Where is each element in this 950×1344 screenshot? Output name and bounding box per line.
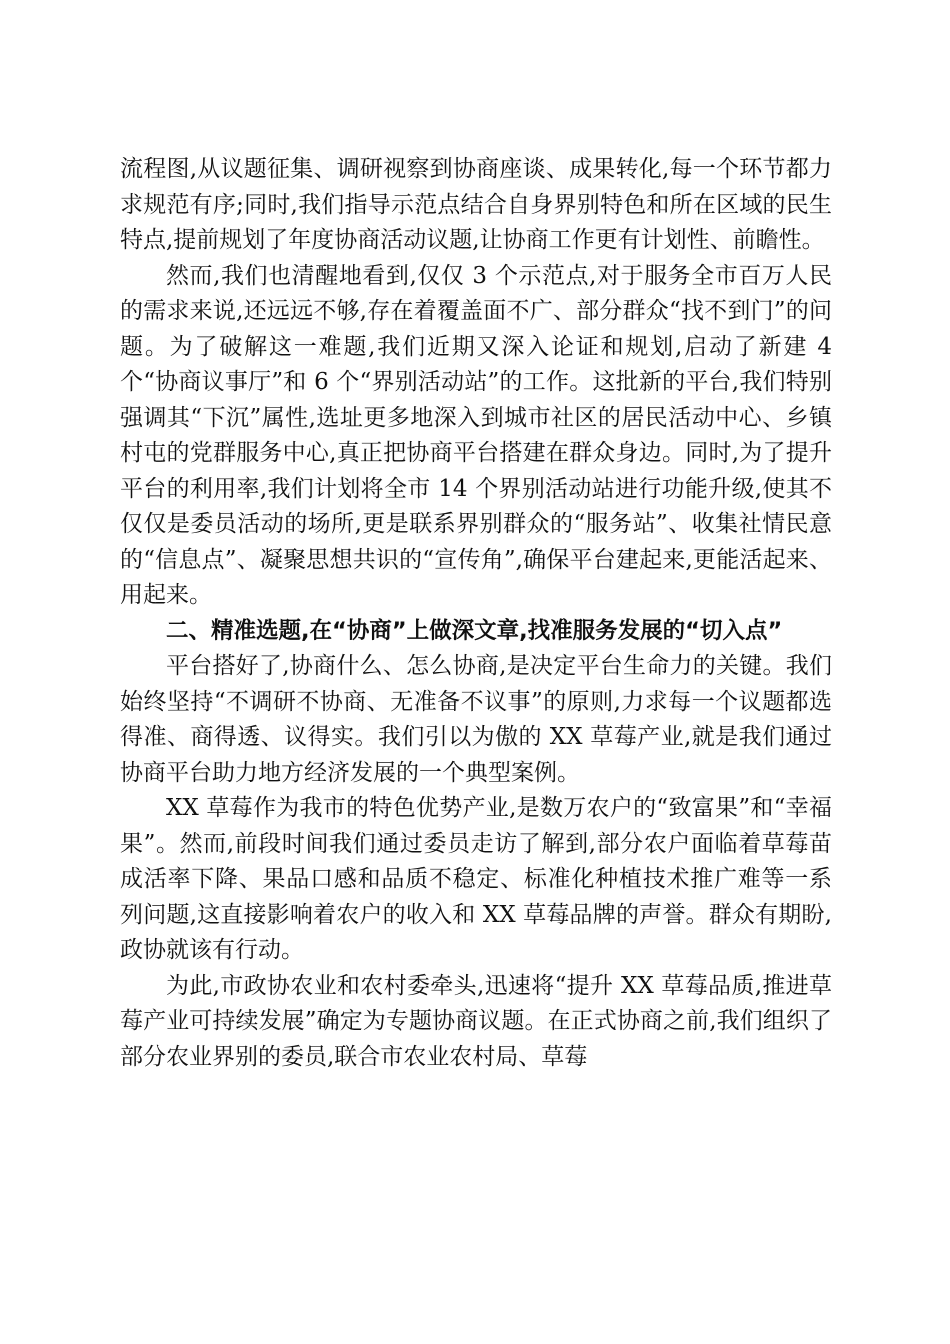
paragraph-continued: 流程图,从议题征集、调研视察到协商座谈、成果转化,每一个环节都力求规范有序;同时,我们指导示范点结合自身界别特色和所在区域的民生特点,提前规划了年度协商活动议题,让协商工作更有计划性、前瞻性。 — [120, 156, 832, 253]
paragraph-platform-topics: 平台搭好了,协商什么、怎么协商,是决定平台生命力的关键。我们始终坚持“不调研不协商、无准备不议事”的原则,力求每一个议题都选得准、商得透、议得实。我们引以为傲的 XX 草莓产业,就是我们通过协商平台助力地方经济发展的一个典型案例。 — [120, 653, 832, 786]
section-heading: 二、精准选题,在“协商”上做深文章,找准服务发展的“切入点” — [166, 617, 783, 644]
paragraph-strawberry-industry: XX 草莓作为我市的特色优势产业,是数万农户的“致富果”和“幸福果”。然而,前段时间我们通过委员走访了解到,部分农户面临着草莓苗成活率下降、果品口感和品质不稳定、标准化种植技术推广难等一系列问题,这直接影响着农户的收入和 XX 草莓品牌的声誉。群众有期盼,政协就该有行动。 — [120, 795, 832, 963]
document-body — [120, 152, 832, 1075]
paragraph-consultation-topic: 为此,市政协农业和农村委牵头,迅速将“提升 XX 草莓品质,推进草莓产业可持续发展”确定为专题协商议题。在正式协商之前,我们组织了部分农业界别的委员,联合市农业农村局、草莓 — [120, 972, 832, 1070]
paragraph-demonstration-points: 然而,我们也清醒地看到,仅仅 3 个示范点,对于服务全市百万人民的需求来说,还远远不够,存在着覆盖面不广、部分群众“找不到门”的问题。为了破解这一难题,我们近期又深入论证和规划,启动了新建 4 个“协商议事厅”和 6 个“界别活动站”的工作。这批新的平台,我们特别强调其“下沉”属性,选址更多地深入到城市社区的居民活动中心、乡镇村屯的党群服务中心,真正把协商平台搭建在群众身边。同时,为了提升平台的利用率,我们计划将全市 14 个界别活动站进行功能升级,使其不仅仅是委员活动的场所,更是联系界别群众的“服务站”、收集社情民意的“信息点”、凝聚思想共识的“宣传角”,确保平台建起来,更能活起来、用起来。 — [120, 262, 832, 608]
